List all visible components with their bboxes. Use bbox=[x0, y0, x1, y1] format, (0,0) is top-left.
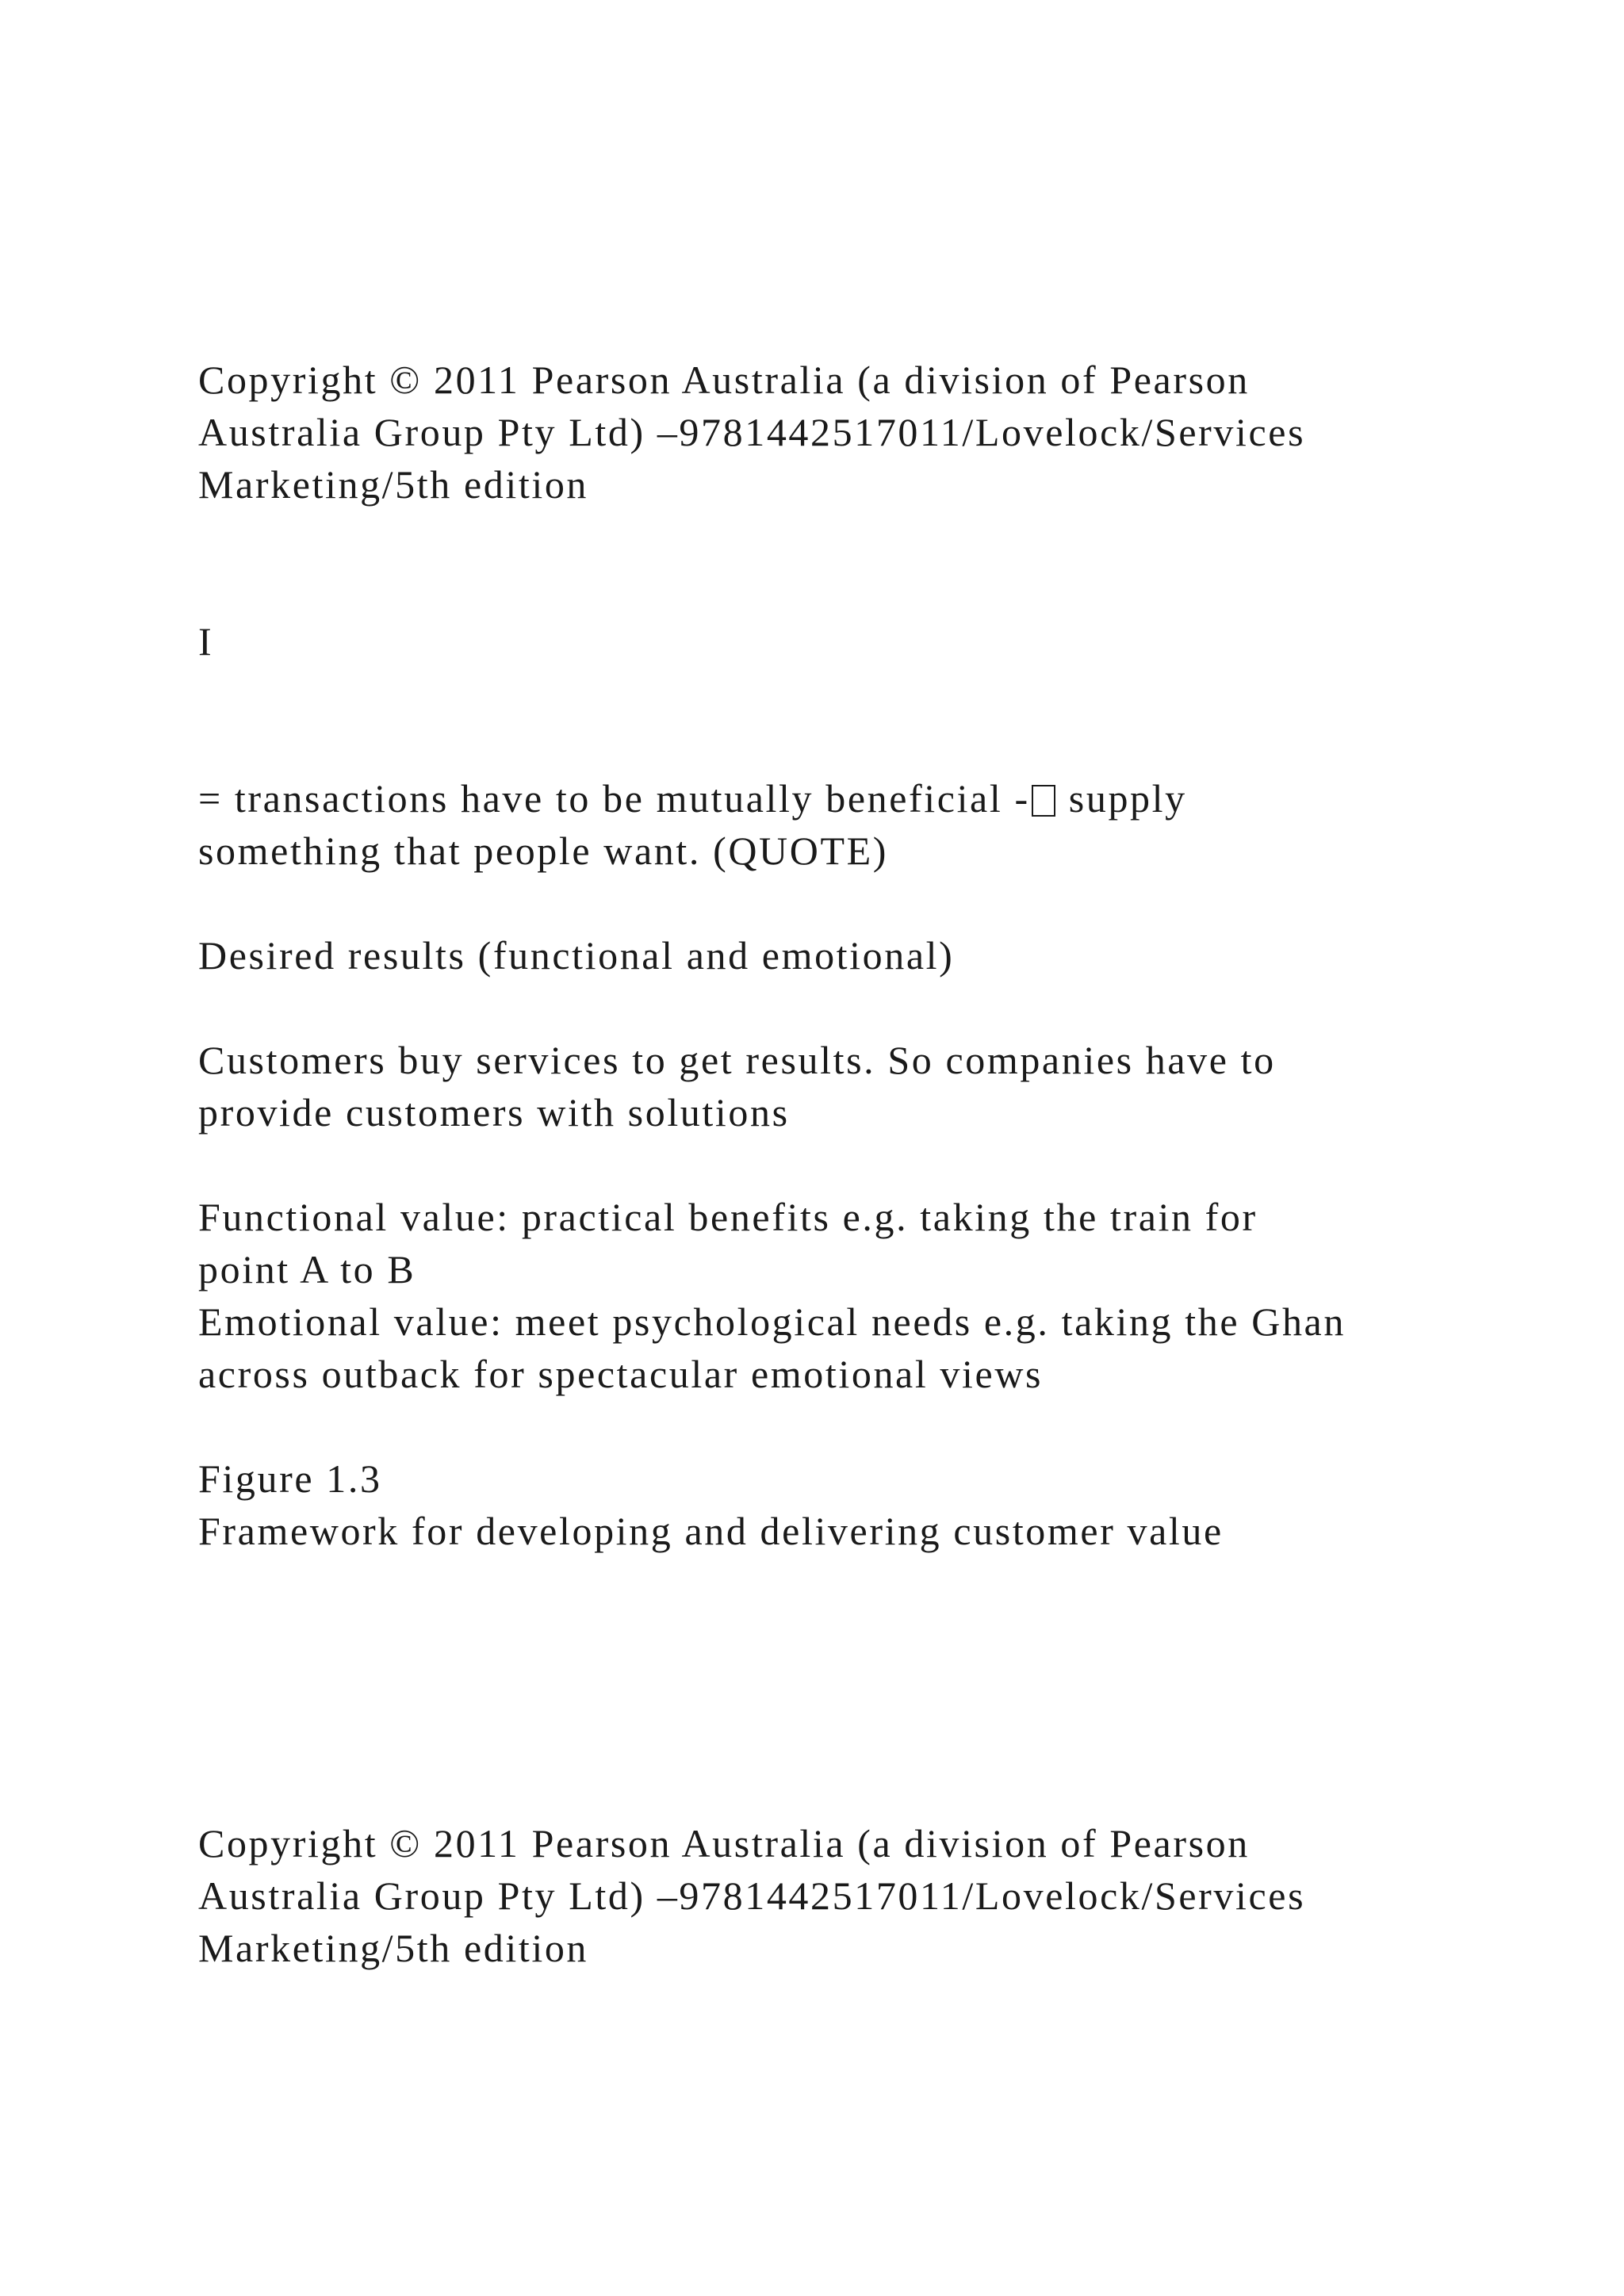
value-paragraph-line-4: across outback for spectacular emotional views bbox=[198, 1352, 1044, 1396]
footer-copyright-line-1: Copyright © 2011 Pearson Australia (a division of Pearson bbox=[198, 1821, 1250, 1866]
quote-line-1-text: = transactions have to be mutually beneficial - bbox=[198, 776, 1030, 821]
footer-copyright-line-2: Australia Group Pty Ltd) –9781442517011/Lovelock/Services bbox=[198, 1873, 1306, 1918]
header-copyright-line-2: Australia Group Pty Ltd) –9781442517011/Lovelock/Services bbox=[198, 410, 1306, 454]
value-paragraph-line-3: Emotional value: meet psychological needs e.g. taking the Ghan bbox=[198, 1299, 1346, 1344]
figure-label: Figure 1.3 bbox=[198, 1456, 382, 1501]
missing-glyph-icon bbox=[1032, 785, 1055, 817]
section-numeral: I bbox=[198, 619, 214, 664]
customers-paragraph-line-2: provide customers with solutions bbox=[198, 1090, 790, 1135]
desired-results-heading: Desired results (functional and emotional) bbox=[198, 933, 955, 978]
customers-paragraph-line-1: Customers buy services to get results. So companies have to bbox=[198, 1038, 1276, 1082]
value-paragraph-line-1: Functional value: practical benefits e.g. taking the train for bbox=[198, 1195, 1258, 1239]
quote-line-1-tail: supply bbox=[1056, 776, 1187, 821]
quote-line-2: something that people want. (QUOTE) bbox=[198, 828, 888, 873]
quote-line-1 bbox=[198, 772, 1187, 825]
footer-copyright-line-3: Marketing/5th edition bbox=[198, 1926, 589, 1970]
header-copyright-line-3: Marketing/5th edition bbox=[198, 462, 589, 507]
figure-caption: Framework for developing and delivering customer value bbox=[198, 1509, 1224, 1553]
value-paragraph-line-2: point A to B bbox=[198, 1247, 416, 1292]
header-copyright-line-1: Copyright © 2011 Pearson Australia (a division of Pearson bbox=[198, 358, 1250, 402]
